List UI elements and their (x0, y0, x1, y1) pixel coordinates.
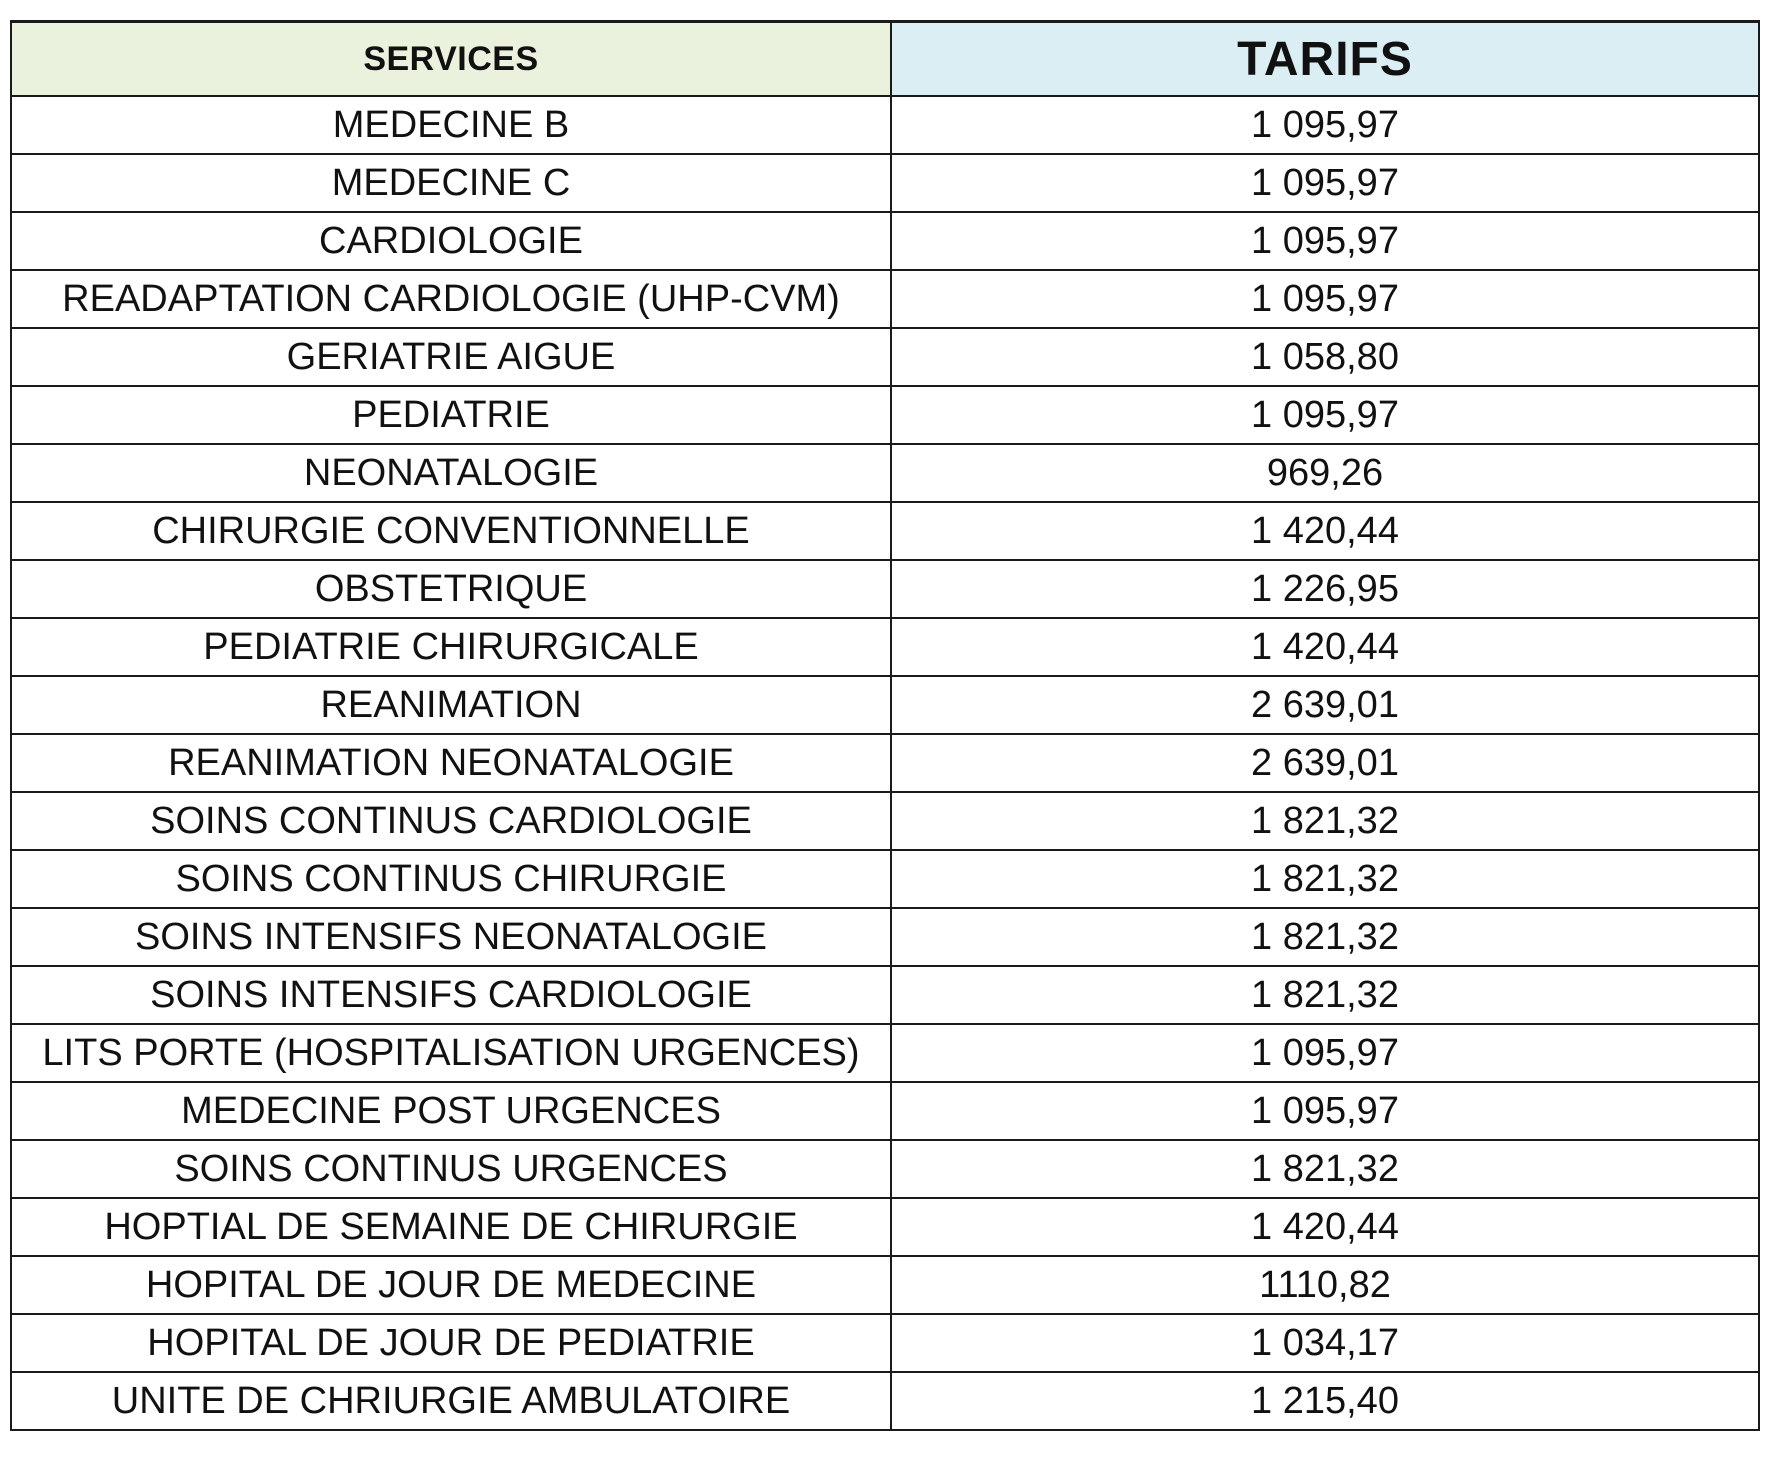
table-row (11, 1024, 1759, 1082)
service-cell: CARDIOLOGIE (11, 212, 891, 270)
tarif-cell: 1 095,97 (891, 1082, 1759, 1140)
table-row (11, 212, 1759, 270)
table-row (11, 560, 1759, 618)
table-row (11, 850, 1759, 908)
table-row (11, 386, 1759, 444)
tarif-cell: 2 639,01 (891, 676, 1759, 734)
service-cell: SOINS CONTINUS CARDIOLOGIE (11, 792, 891, 850)
service-cell: REANIMATION (11, 676, 891, 734)
service-cell: LITS PORTE (HOSPITALISATION URGENCES) (11, 1024, 891, 1082)
table-row (11, 908, 1759, 966)
service-cell: CHIRURGIE CONVENTIONNELLE (11, 502, 891, 560)
tarif-cell: 1 095,97 (891, 386, 1759, 444)
service-cell: HOPITAL DE JOUR DE MEDECINE (11, 1256, 891, 1314)
tarif-cell: 1 034,17 (891, 1314, 1759, 1372)
service-cell: PEDIATRIE CHIRURGICALE (11, 618, 891, 676)
service-cell: SOINS CONTINUS URGENCES (11, 1140, 891, 1198)
table-row (11, 1082, 1759, 1140)
table-row (11, 792, 1759, 850)
tarif-cell: 1110,82 (891, 1256, 1759, 1314)
service-cell: READAPTATION CARDIOLOGIE (UHP-CVM) (11, 270, 891, 328)
tarif-cell: 1 821,32 (891, 966, 1759, 1024)
table-row (11, 1140, 1759, 1198)
service-cell: OBSTETRIQUE (11, 560, 891, 618)
service-cell: UNITE DE CHRIURGIE AMBULATOIRE (11, 1372, 891, 1430)
tarif-cell: 1 420,44 (891, 1198, 1759, 1256)
tarif-cell: 1 058,80 (891, 328, 1759, 386)
table-row (11, 676, 1759, 734)
table-body (11, 96, 1759, 1430)
service-cell: HOPITAL DE JOUR DE PEDIATRIE (11, 1314, 891, 1372)
table-row (11, 270, 1759, 328)
tarifs-sheet (10, 20, 1758, 1431)
tarif-cell: 1 821,32 (891, 850, 1759, 908)
tarif-cell: 1 095,97 (891, 270, 1759, 328)
tarif-cell: 1 226,95 (891, 560, 1759, 618)
tarif-cell: 1 420,44 (891, 502, 1759, 560)
service-cell: NEONATALOGIE (11, 444, 891, 502)
tarif-cell: 1 821,32 (891, 1140, 1759, 1198)
service-cell: HOPTIAL DE SEMAINE DE CHIRURGIE (11, 1198, 891, 1256)
tarif-cell: 1 095,97 (891, 1024, 1759, 1082)
tarif-cell: 1 095,97 (891, 212, 1759, 270)
table-row (11, 328, 1759, 386)
table-row (11, 154, 1759, 212)
table-row (11, 1256, 1759, 1314)
table-row (11, 966, 1759, 1024)
service-cell: REANIMATION NEONATALOGIE (11, 734, 891, 792)
service-cell: PEDIATRIE (11, 386, 891, 444)
tarif-cell: 1 215,40 (891, 1372, 1759, 1430)
tarif-cell: 1 420,44 (891, 618, 1759, 676)
service-cell: SOINS INTENSIFS NEONATALOGIE (11, 908, 891, 966)
tarifs-table (10, 20, 1760, 1431)
table-row (11, 444, 1759, 502)
service-cell: MEDECINE C (11, 154, 891, 212)
service-cell: SOINS INTENSIFS CARDIOLOGIE (11, 966, 891, 1024)
table-row (11, 1314, 1759, 1372)
service-cell: MEDECINE POST URGENCES (11, 1082, 891, 1140)
table-row (11, 1372, 1759, 1430)
table-row (11, 502, 1759, 560)
tarif-cell: 1 095,97 (891, 96, 1759, 154)
table-row (11, 618, 1759, 676)
tarif-cell: 1 095,97 (891, 154, 1759, 212)
tarif-cell: 1 821,32 (891, 792, 1759, 850)
service-cell: SOINS CONTINUS CHIRURGIE (11, 850, 891, 908)
tarifs-header: TARIFS (891, 22, 1759, 97)
service-cell: GERIATRIE AIGUE (11, 328, 891, 386)
tarif-cell: 2 639,01 (891, 734, 1759, 792)
header-row (11, 22, 1759, 97)
service-cell: MEDECINE B (11, 96, 891, 154)
tarif-cell: 969,26 (891, 444, 1759, 502)
table-row (11, 734, 1759, 792)
table-row (11, 96, 1759, 154)
table-row (11, 1198, 1759, 1256)
services-header: SERVICES (11, 22, 891, 97)
tarif-cell: 1 821,32 (891, 908, 1759, 966)
